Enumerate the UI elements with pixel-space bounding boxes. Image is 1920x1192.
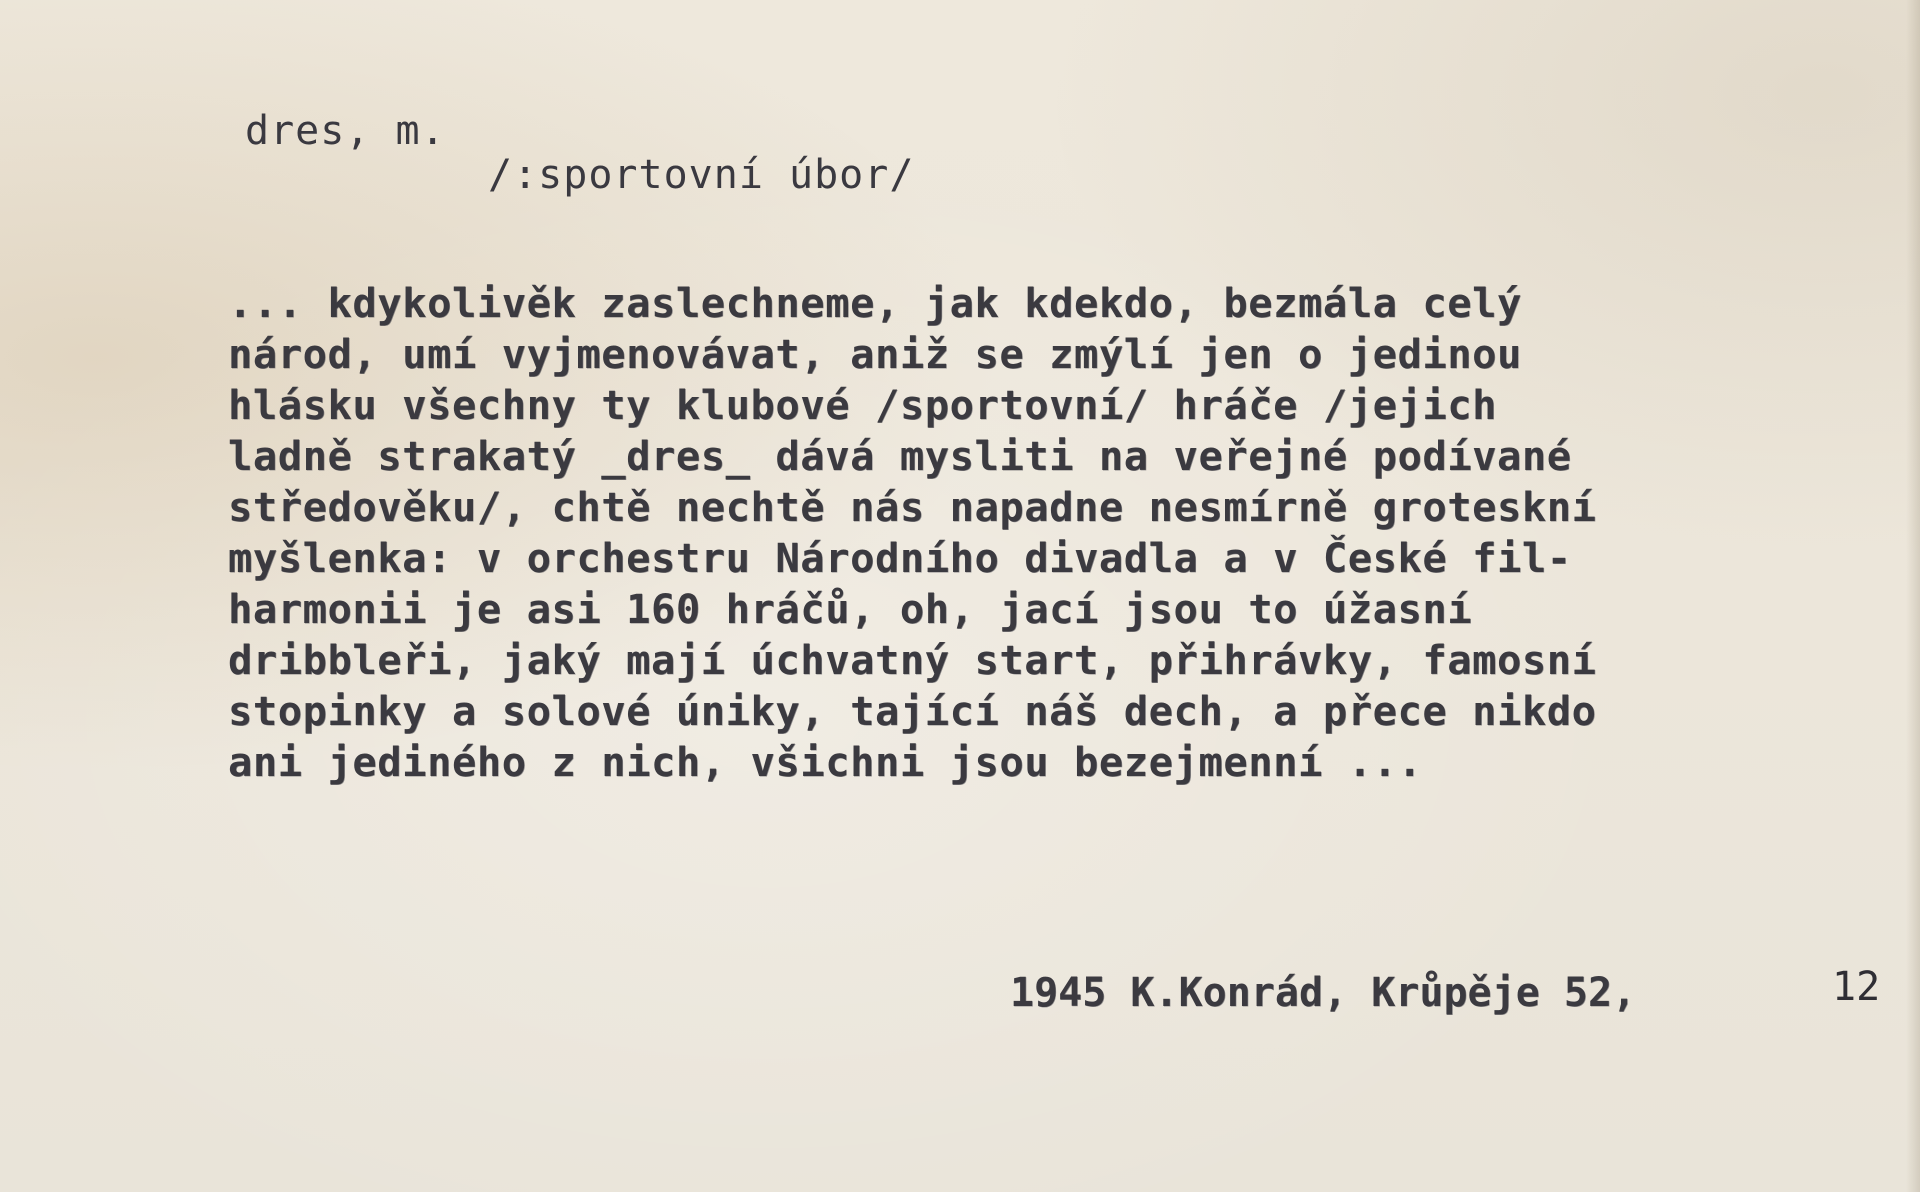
- quote-line: stopinky a solové úniky, tající náš dech, a přece nikdo: [228, 687, 1597, 735]
- quote-line: harmonii je asi 160 hráčů, oh, jací jsou to úžasní: [228, 585, 1473, 633]
- quote-line: ani jediného z nich, všichni jsou bezejmenní ...: [228, 738, 1423, 786]
- quote-line: hlásku všechny ty klubové /sportovní/ hráče /jejich: [228, 381, 1498, 429]
- citation-quote: [228, 278, 1888, 788]
- quote-line: národ, umí vyjmenovávat, aniž se zmýlí jen o jedinou: [228, 330, 1522, 378]
- quote-line: dribbleři, jaký mají úchvatný start, přihrávky, famosní: [228, 636, 1597, 684]
- source-citation: 1945 K.Konrád, Krůpěje 52,: [1010, 970, 1637, 1016]
- gloss-definition: /:sportovní úbor/: [488, 152, 915, 198]
- card-edge: [1906, 0, 1920, 1192]
- quote-line: středověku/, chtě nechtě nás napadne nesmírně groteskní: [228, 483, 1597, 531]
- quote-line: myšlenka: v orchestru Národního divadla a v České fil-: [228, 534, 1572, 582]
- quote-line: ... kdykolivěk zaslechneme, jak kdekdo, bezmála celý: [228, 279, 1522, 327]
- quote-line: ladně strakatý _dres_ dává mysliti na veřejné podívané: [228, 432, 1572, 480]
- page-number: 12: [1832, 964, 1881, 1010]
- headword: dres, m.: [245, 108, 446, 154]
